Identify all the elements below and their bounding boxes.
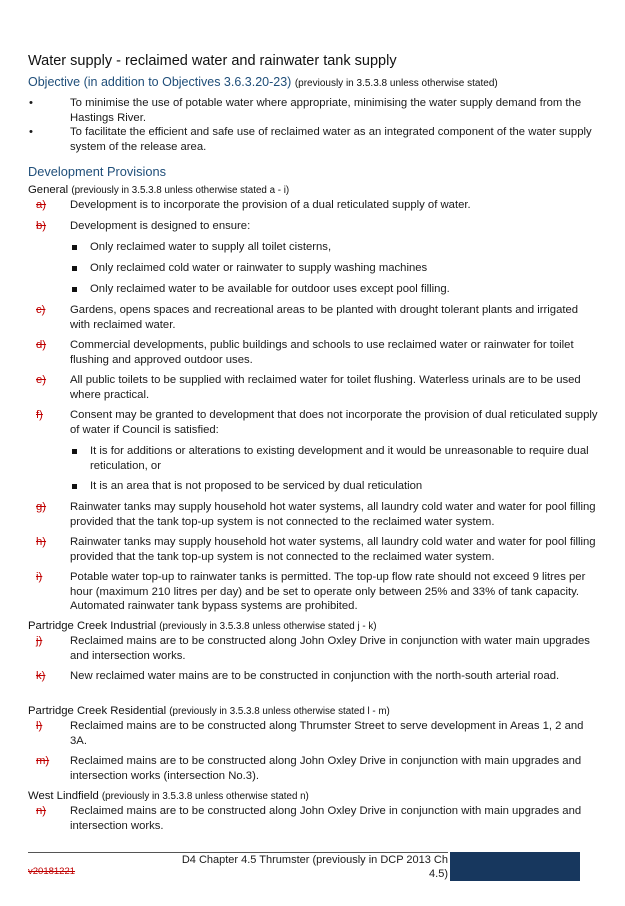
- square-bullet-icon: [72, 484, 77, 489]
- item-text: Rainwater tanks may supply household hot water systems, all laundry cold water and water for pool filling provided that the tank top-up system is not connected to the reclaimed water system.: [70, 501, 596, 528]
- sub-bullet-text: It is for additions or alterations to existing development and it would be unreasonable to require dual reticulation, or: [90, 445, 589, 472]
- item-text: Development is designed to ensure:: [70, 220, 251, 232]
- item-text: Reclaimed mains are to be constructed along John Oxley Drive in conjunction with main upgrades and intersection works (intersection No.3).: [70, 755, 582, 782]
- subheading-label: General: [28, 184, 69, 196]
- item-marker: j): [36, 635, 43, 647]
- footer-version: v20181221: [28, 866, 76, 877]
- sub-bullet-text: Only reclaimed cold water or rainwater to supply washing machines: [90, 262, 428, 274]
- subheading-note: (previously in 3.5.3.8 unless otherwise stated l - m): [169, 706, 390, 717]
- square-bullet-icon: [72, 287, 77, 292]
- subheading-general: [28, 184, 289, 196]
- development-provisions-heading: Development Provisions: [28, 164, 166, 179]
- subheading-label: West Lindfield: [28, 790, 99, 802]
- item-marker: a): [36, 199, 47, 211]
- item-text: Development is to incorporate the provision of a dual reticulated supply of water.: [70, 199, 471, 211]
- square-bullet-icon: [72, 266, 77, 271]
- item-marker: f): [36, 409, 43, 421]
- square-bullet-icon: [72, 245, 77, 250]
- subheading-note: (previously in 3.5.3.8 unless otherwise stated j - k): [159, 621, 377, 632]
- item-text: Commercial developments, public buildings and schools to use reclaimed water or rainwater for toilet flushing and approved outdoor uses.: [70, 339, 574, 366]
- subheading-label: Partridge Creek Residential: [28, 705, 167, 717]
- subheading-note: (previously in 3.5.3.8 unless otherwise stated n): [101, 791, 309, 802]
- sub-bullet-text: Only reclaimed water to supply all toilet cisterns,: [90, 241, 332, 253]
- item-text: Reclaimed mains are to be constructed along Thrumster Street to serve development in Areas 1, 2 and 3A.: [70, 720, 584, 747]
- item-text: Reclaimed mains are to be constructed along John Oxley Drive in conjunction with water main upgrades and intersection works.: [70, 635, 590, 662]
- item-text: Reclaimed mains are to be constructed along John Oxley Drive in conjunction with main upgrades and intersection works.: [70, 805, 582, 832]
- item-marker: m): [36, 755, 50, 767]
- subheading-note: (previously in 3.5.3.8 unless otherwise stated a - i): [71, 185, 290, 196]
- item-marker: c): [36, 304, 46, 316]
- item-text: Consent may be granted to development that does not incorporate the provision of dual reticulated supply of water if Council is satisfied:: [70, 409, 598, 436]
- bullet-dot: •: [29, 97, 33, 109]
- footer-accent-block: [450, 852, 580, 881]
- square-bullet-icon: [72, 449, 77, 454]
- bullet-dot: •: [29, 126, 33, 138]
- item-text: Rainwater tanks may supply household hot water systems, all laundry cold water and water for pool filling provided that the tank top-up system is not connected to the reclaimed water system.: [70, 536, 596, 563]
- item-text: All public toilets to be supplied with reclaimed water for toilet flushing. Waterless urinals are to be used where practical.: [70, 374, 581, 401]
- subheading-label: Partridge Creek Industrial: [28, 620, 157, 632]
- objective-bullet-text: To facilitate the efficient and safe use of reclaimed water as an integrated component of the water supply system of the release area.: [70, 126, 592, 153]
- item-marker: d): [36, 339, 47, 351]
- item-text: Gardens, opens spaces and recreational areas to be planted with drought tolerant plants and irrigated with reclaimed water.: [70, 304, 579, 331]
- objective-bullet-text: To minimise the use of potable water where appropriate, minimising the water supply demand from the Hastings River.: [70, 97, 582, 124]
- item-text: New reclaimed water mains are to be constructed in conjunction with the north-south arterial road.: [70, 670, 560, 682]
- item-marker: l): [36, 720, 43, 732]
- objective-heading: [28, 75, 498, 89]
- item-marker: h): [36, 536, 47, 548]
- subheading-west-lindfield: [28, 790, 309, 802]
- sub-bullet-text: It is an area that is not proposed to be serviced by dual reticulation: [90, 480, 423, 492]
- subheading-partridge-residential: [28, 705, 390, 717]
- item-marker: i): [36, 571, 43, 583]
- section-title: Water supply - reclaimed water and rainwater tank supply: [28, 53, 397, 69]
- objective-heading-text: Objective (in addition to Objectives 3.6.3.20-23): [28, 75, 292, 89]
- objective-note: (previously in 3.5.3.8 unless otherwise stated): [294, 78, 498, 89]
- item-marker: b): [36, 220, 47, 232]
- item-marker: e): [36, 374, 47, 386]
- sub-bullet-text: Only reclaimed water to be available for outdoor uses except pool filling.: [90, 283, 450, 295]
- item-marker: k): [36, 670, 46, 682]
- subheading-partridge-industrial: [28, 620, 377, 632]
- item-marker: g): [36, 501, 47, 513]
- item-marker: n): [36, 805, 47, 817]
- footer-chapter-text: D4 Chapter 4.5 Thrumster (previously in DCP 2013 Ch 4.5): [181, 854, 448, 880]
- item-text: Potable water top-up to rainwater tanks is permitted. The top-up flow rate should not exceed 9 litres per hour (maximum 210 litres per day) and be set to operate only between 25% and 33% of tank capacity. Automated rainwater tank bypass systems are prohibited.: [70, 571, 586, 612]
